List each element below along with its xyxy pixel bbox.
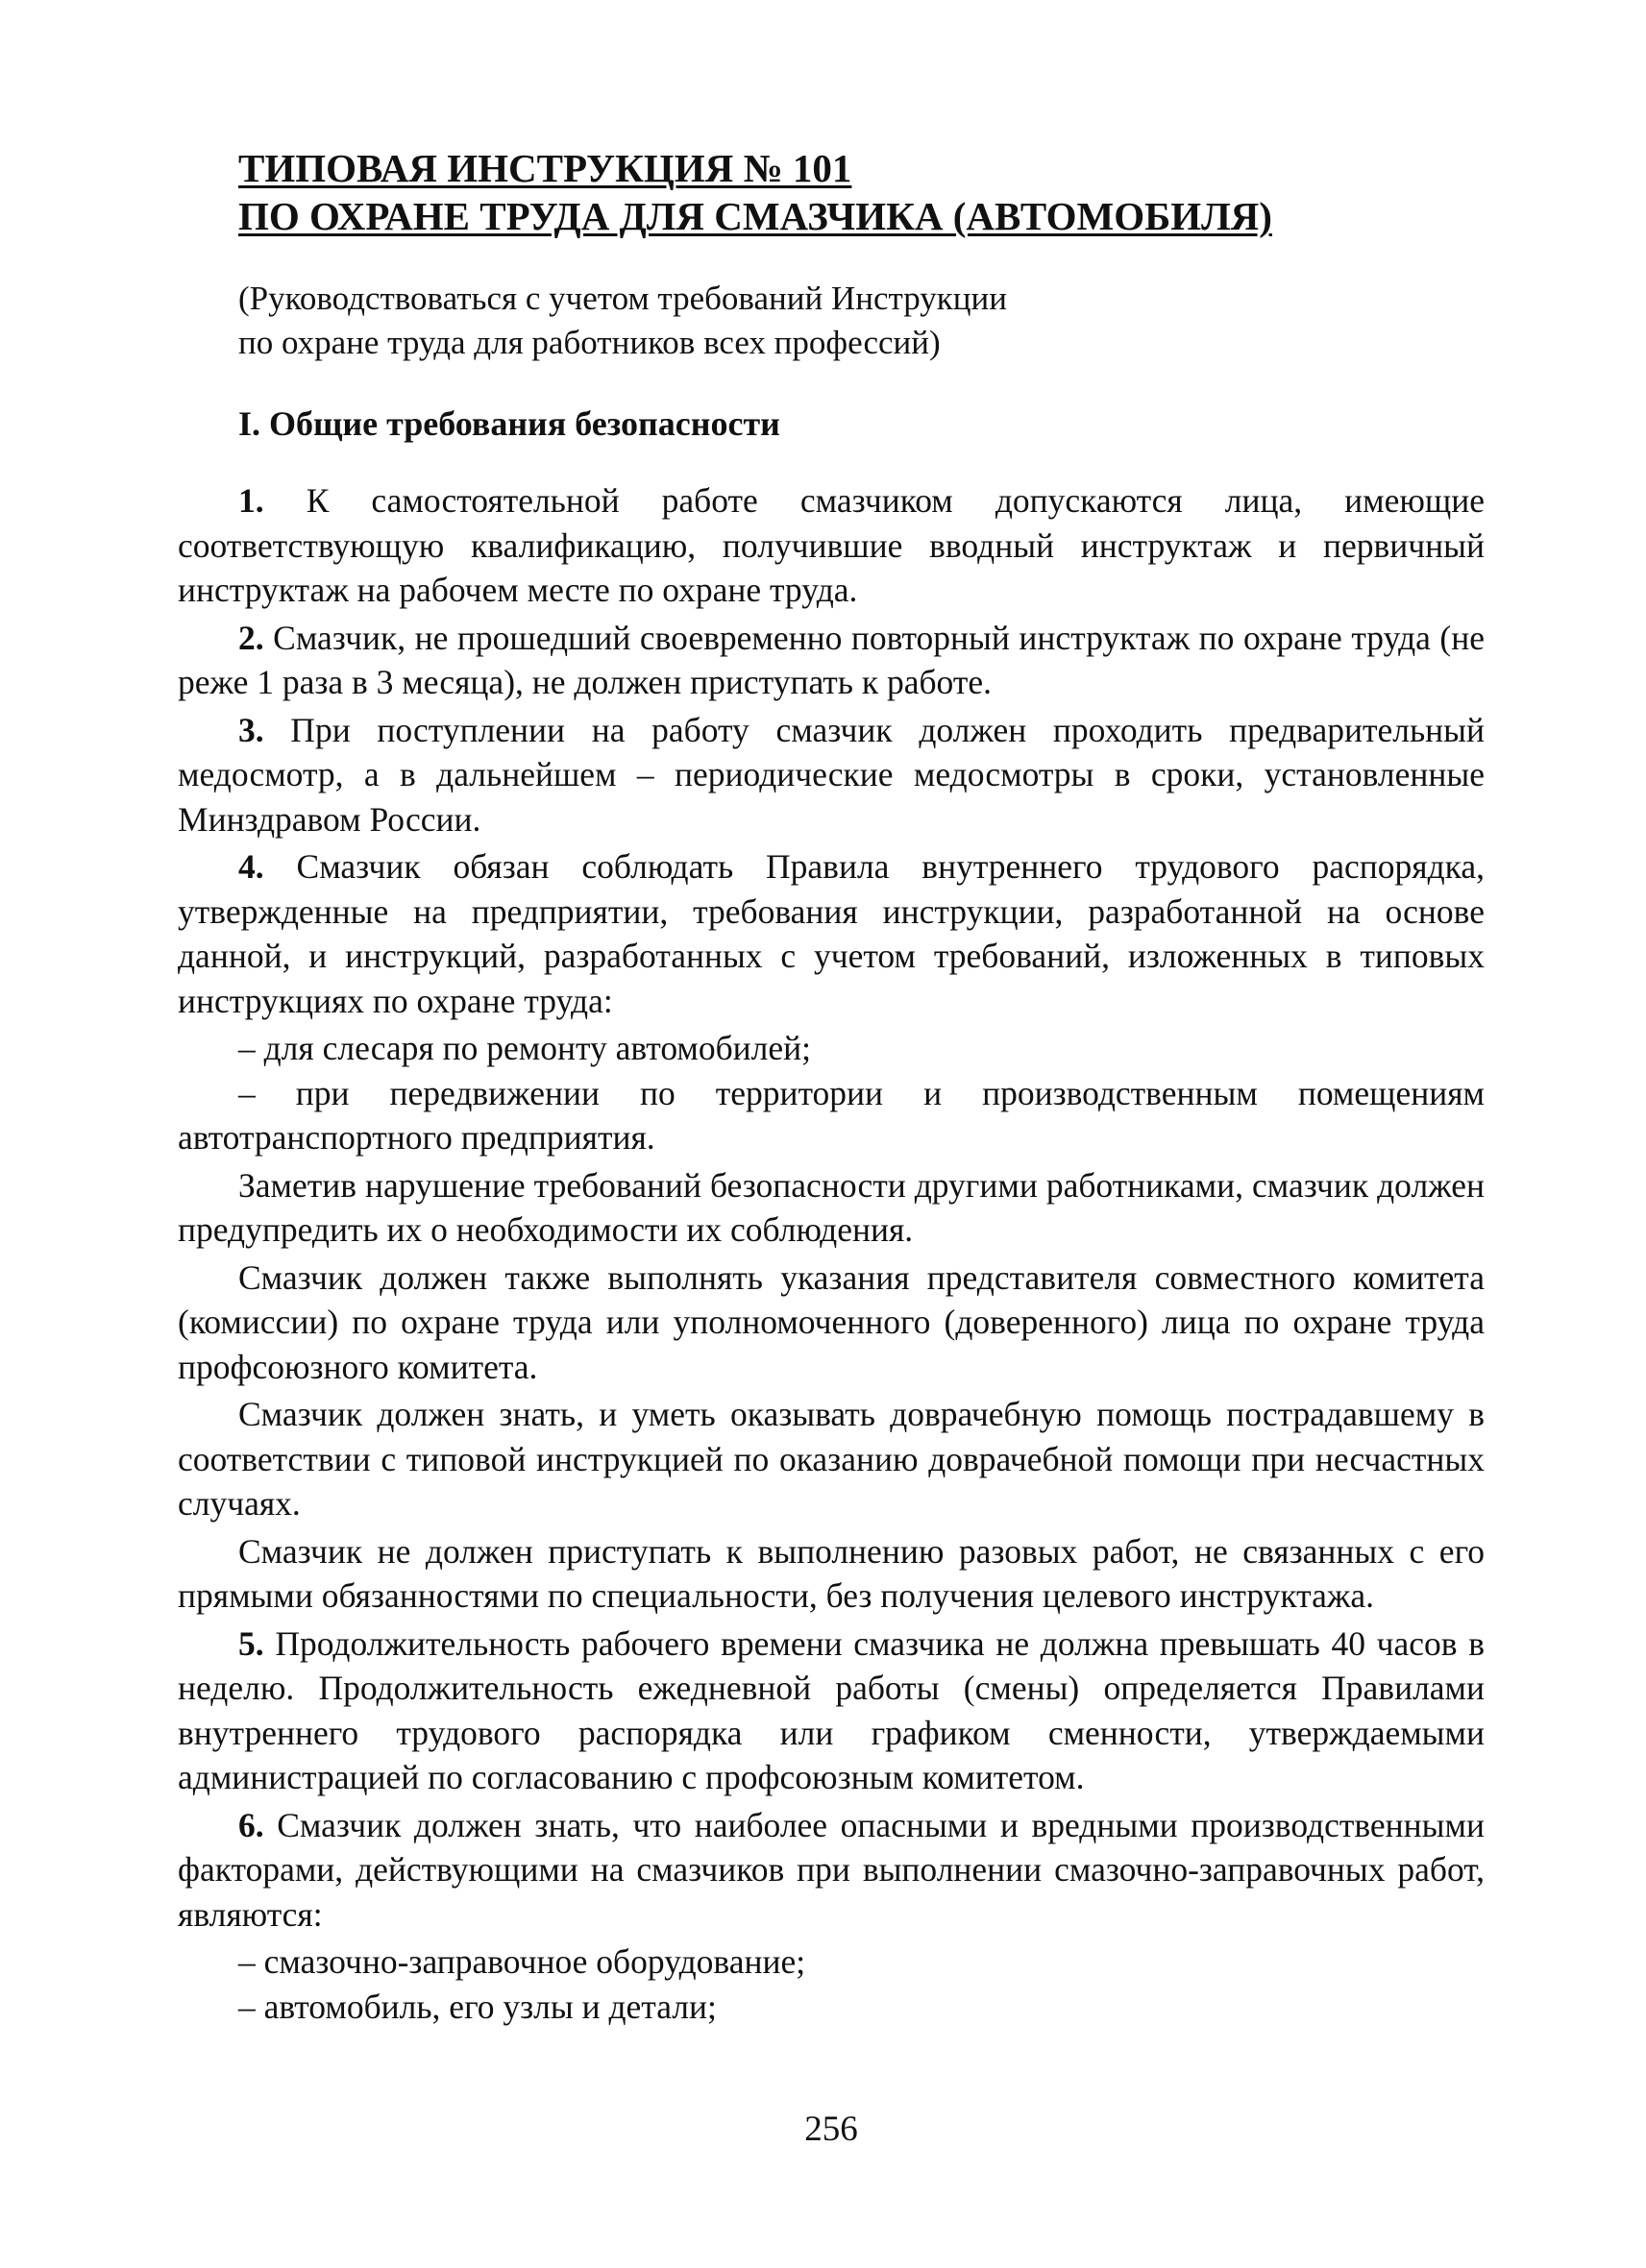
item-number: 6.: [238, 1805, 264, 1844]
subtitle-line-2: по охране труда для работников всех профессий): [238, 324, 941, 361]
paragraph-item-4: [178, 844, 1485, 1023]
paragraph-item-2: [178, 616, 1485, 705]
item-number: 3.: [238, 710, 264, 749]
paragraph-item-5: [178, 1622, 1485, 1800]
item-text: Смазчик обязан соблюдать Правила внутреннего трудового распорядка, утвержденные на предприятии, требования инструкции, разработанной на основе данной, и инструкций, разработанных с учетом требований, изложенных в типовых инструкциях по охране труда:: [178, 847, 1485, 1020]
item-number: 1.: [238, 481, 264, 520]
paragraph: Смазчик не должен приступать к выполнению разовых работ, не связанных с его прямыми обязанностями по специальности, без получения целевого инструктажа.: [178, 1531, 1485, 1615]
subtitle-line-1: (Руководствоваться с учетом требований Инструкции: [238, 280, 1007, 317]
item-number: 4.: [238, 847, 264, 886]
paragraph-item-6: [178, 1803, 1485, 1938]
title-line-1: ТИПОВАЯ ИНСТРУКЦИЯ № 101: [238, 146, 852, 190]
dash-item: – автомобиль, его узлы и детали;: [238, 1987, 717, 2026]
paragraph: Смазчик должен также выполнять указания представителя совместного комитета (комиссии) по охране труда или уполномоченного (доверенного) лица по охране труда профсоюзного комитета.: [178, 1257, 1485, 1386]
subtitle: [238, 277, 1485, 365]
document-page: [178, 144, 1485, 2200]
paragraph: Заметив нарушение требований безопасности другими работниками, смазчик должен предупредить их о необходимости их соблюдения.: [178, 1165, 1485, 1249]
dash-item: – при передвижении по территории и производственным помещениям автотранспортного предприятия.: [178, 1073, 1485, 1157]
item-text: Смазчик должен знать, что наиболее опасными и вредными производственными факторами, действующими на смазчиков при выполнении смазочно-заправочных работ, являются:: [178, 1805, 1485, 1934]
paragraph-item-1: [178, 478, 1485, 613]
item-number: 2.: [238, 618, 264, 657]
item-text: Смазчик, не прошедший своевременно повторный инструктаж по охране труда (не реже 1 раза в 3 месяца), не должен приступать к работе.: [178, 618, 1485, 701]
dash-item: – для слесаря по ремонту автомобилей;: [238, 1029, 811, 1067]
section-heading: I. Общие требования безопасности: [238, 404, 780, 443]
paragraph-item-3: [178, 708, 1485, 842]
paragraph: Смазчик должен знать, и уметь оказывать доврачебную помощь пострадавшему в соответствии с типовой инструкцией по оказанию доврачебной помощи при несчастных случаях.: [178, 1395, 1485, 1523]
item-text: Продолжительность рабочего времени смазчика не должна превышать 40 часов в неделю. Продолжительность ежедневной работы (смены) определяется Правилами внутреннего трудового распорядка или графиком сменности, утверждаемыми администрацией по согласованию с профсоюзным комитетом.: [178, 1623, 1485, 1796]
item-text: При поступлении на работу смазчик должен проходить предварительный медосмотр, а в дальнейшем – периодические медосмотры в сроки, установленные Минздравом России.: [178, 710, 1485, 839]
title-line-2: ПО ОХРАНЕ ТРУДА ДЛЯ СМАЗЧИКА (АВТОМОБИЛЯ): [238, 194, 1272, 238]
page-number: 256: [804, 2109, 858, 2149]
document-body: [178, 478, 1485, 2029]
item-text: К самостоятельной работе смазчиком допускаются лица, имеющие соответствующую квалификацию, получившие вводный инструктаж и первичный инструктаж на рабочем месте по охране труда.: [178, 481, 1485, 609]
item-number: 5.: [238, 1623, 264, 1663]
dash-item: – смазочно-заправочное оборудование;: [238, 1942, 806, 1981]
